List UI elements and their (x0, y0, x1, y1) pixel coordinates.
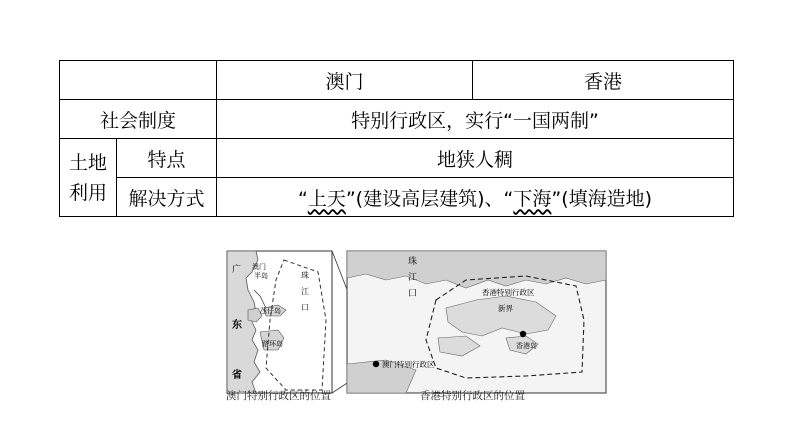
solution-text-up-sky: 上天 (307, 187, 346, 210)
sheng-label: 省 (232, 370, 242, 381)
land-use-label-line2: 利用 (68, 181, 107, 204)
solution-text-down-sea: 下海 (513, 187, 552, 210)
solution-label: 解决方式 (117, 178, 217, 217)
solution-text-3: ”(建设高层建筑)、“ (345, 187, 514, 210)
social-system-label: 社会制度 (60, 100, 217, 139)
header-macau: 澳门 (217, 61, 473, 100)
macau-jiang-label: 江 (301, 287, 309, 296)
coloane-label: 路环岛 (262, 340, 283, 348)
peninsula-label-2: 半岛 (254, 272, 268, 280)
table-row-social-system (60, 100, 734, 139)
header-empty-cell (60, 61, 217, 100)
location-maps-figure (226, 240, 607, 410)
macau-sar-label: 澳门特别行政区 (382, 360, 435, 369)
macau-map-caption: 澳门特别行政区的位置 (226, 390, 331, 402)
header-hongkong: 香港 (473, 61, 734, 100)
hk-zhu-label: 珠 (408, 257, 418, 267)
peninsula-label-1: 澳门 (252, 263, 266, 271)
hk-island-label: 香港岛 (516, 342, 537, 350)
table-row-header (60, 61, 734, 100)
solution-value (217, 178, 734, 217)
guang-label: 广 (232, 265, 242, 275)
hk-kou-label: 口 (408, 289, 418, 299)
hongkong-marker-icon (520, 331, 526, 337)
macau-kou-label: 口 (301, 303, 309, 312)
dong-label: 东 (232, 320, 242, 331)
feature-label: 特点 (117, 139, 217, 178)
taipa-label: 氹仔岛 (260, 307, 281, 315)
comparison-table (59, 60, 734, 217)
macau-marker-icon (373, 361, 379, 367)
hongkong-map-caption: 香港特别行政区的位置 (420, 390, 525, 402)
feature-value: 地狭人稠 (217, 139, 734, 178)
table-row-feature (60, 139, 734, 178)
macau-zhu-label: 珠 (301, 271, 309, 280)
solution-text-1: “ (297, 187, 308, 210)
social-system-value: 特别行政区，实行“一国两制” (217, 100, 734, 139)
hk-jiang-label: 江 (408, 273, 418, 283)
land-use-label-line1: 土地 (68, 151, 107, 174)
solution-text-5: ”(填海造地) (551, 187, 653, 210)
hk-region-label: 香港特别行政区 (482, 288, 535, 297)
new-territories-label: 新界 (498, 304, 513, 313)
table-row-solution (60, 178, 734, 217)
land-use-label (60, 139, 117, 217)
